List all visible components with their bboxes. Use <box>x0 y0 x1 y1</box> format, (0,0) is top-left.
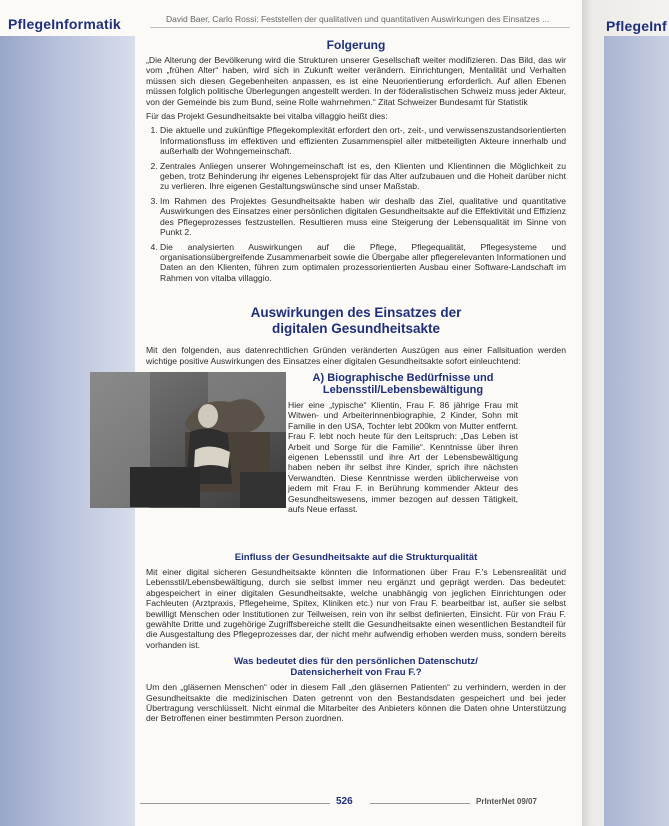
photo-illustration <box>90 372 286 508</box>
datenschutz-heading <box>146 656 566 678</box>
folgerung-heading: Folgerung <box>326 38 386 52</box>
datenschutz-heading-line2: Datensicherheit von Frau F.? <box>290 667 422 679</box>
facing-page-color-band <box>604 36 669 826</box>
auswirkungen-heading-line1: Auswirkungen des Einsatzes der <box>250 305 462 321</box>
header-rule <box>150 27 570 28</box>
folgerung-item-3: 3. Im Rahmen des Projektes Gesundheitsakte haben wir deshalb das Ziel, qualitative und quantitative Auswirkungen des Einsatzes einer persönlichen digitalen Gesundheitsakte auf die Effektivität und Effizienz des Pflegeprozesses festzustellen. Resultieren muss eine Steigerung der Lebensqualität im Sinne von Punkt 2. <box>160 196 566 238</box>
page-footer <box>140 796 570 810</box>
facing-page-logo: PflegeInf <box>606 18 667 34</box>
datenschutz-heading-line1: Was bedeutet dies für den persönlichen Datenschutz/ <box>234 656 478 668</box>
page-number: 526 <box>336 796 353 807</box>
folgerung-item-1: 1. Die aktuelle und zukünftige Pflegekomplexität erfordert den ort-, zeit-, und verwissenszustandsorientierten Informationsfluss im effektiven und effizienten Zusammenspiel aller mitbeteiligten Akteure innerhalb und außerhalb der Wohngemeinschaft. <box>160 125 566 156</box>
footer-rule-left <box>140 803 330 804</box>
folgerung-quote: „Die Alterung der Bevölkerung wird die Strukturen unserer Gesellschaft weiter modifizieren. Das Bild, das wir vom „frühen Alter“ haben, wird sich in Zukunft weiter verändern. Einrichtungen, Mentalität und Verhalten müssen sich diesen Gegebenheiten anpassen, es ist eine Neuorientierung erforderlich. Auf allen Ebenen müssen folglich politische Überlegungen angestellt werden. In der föderalistischen Schweiz muss jeder Akteur, von der Gemeinde bis zum Bund, seine Rolle wahrnehmen.“ Zitat Schweizer Bundesamt für Statistik <box>146 55 566 107</box>
datenschutz-text: Um den „gläsernen Menschen“ oder in diesem Fall „den gläsernen Patienten“ zu verhindern, werden in der Gesundheitsakte die medizinischen Daten getrennt von den Bestandsdaten gespeichert und bei jeder Übertragung verschlüsselt. Nicht einmal die Mitarbeiter des Anbieters können die Daten ohne Unterstützung der Betroffenen einer bestimmten Person zuordnen. <box>146 682 566 724</box>
journal-logo: PflegeInformatik <box>8 16 121 32</box>
footer-rule-right <box>370 803 470 804</box>
section-a-heading <box>288 372 518 397</box>
main-content <box>146 38 566 728</box>
elderly-woman-photo <box>90 372 286 508</box>
section-a-heading-line1: A) Biographische Bedürfnisse und <box>312 371 494 384</box>
section-a-block <box>146 372 566 546</box>
einfluss-heading: Einfluss der Gesundheitsakte auf die Strukturqualität <box>234 551 478 563</box>
section-a-text: Hier eine „typische“ Klientin, Frau F. 86 jährige Frau mit Witwen- und Arbeiterinnenbiographie, 2 Kinder, Sohn mit Familie in den USA, Tochter lebt 200km von Mutter entfernt. Frau F. lebt noch heute für den Leitspruch: „Das Leben ist Arbeit und Sorge für die Familie“. Kenntnisse über ihren eigenen Lebensstil und ihre Art der Lebensbewältigung haben neben ihr selbst ihre Kinder, sprich ihre nächsten Verwandten. Diese Kenntnisse werden üblicherweise von jedem mit Frau F. in Berührung kommender Akteur des Gesundheitswesens, immer bezogen auf dessen Tätigkeit, aufs Neue erfasst. <box>288 399 518 514</box>
facing-page <box>582 0 669 826</box>
folgerung-list <box>146 125 566 283</box>
folgerung-lead: Für das Projekt Gesundheitsakte bei vitalba villaggio heißt dies: <box>146 111 388 122</box>
folgerung-item-4: 4. Die analysierten Auswirkungen auf die Pflege, Pflegequalität, Pflegesysteme und organisationsübergreifende Zusammenarbeit sowie die Übergabe aller pflegerelevanten Informationen und Daten an den Klienten, führen zum optimalen prozessorientierten Ausbau einer Software-Landschaft im Rahmen von vitalba villaggio. <box>160 242 566 284</box>
auswirkungen-heading-line2: digitalen Gesundheitsakte <box>271 321 441 337</box>
section-a-heading-line2: Lebensstil/Lebensbewältigung <box>322 384 484 397</box>
einfluss-text: Mit einer digital sicheren Gesundheitsakte könnten die Informationen über Frau F.'s Lebensrealität und Lebensstil/Lebensbewältigung, durch sie selbst immer neu ergänzt und geprägt werden. Das bedeutet: abgespeichert in einer digitalen Gesundheitsakte, welche unabhängig von jeglichen Einrichtungen oder Fachleuten (Arztpraxis, Pflegeheime, Spitex, Kliniken etc.) nur von Frau F. bearbeitbar ist, außer sie selbst bewilligt Menschen oder Institutionen zur Teilweisen, rein von ihr selbst definierten, Einsicht. Für von Frau F. gewählte Dritte und zugehörige Zugriffsbereiche stellt die Gesundheitsakte einen wesentlichen Bestandteil für die Ausgestaltung des Pflegeprozesses dar, der nicht mehr aufwendig erhoben werden muss, sondern bereits vorhanden ist. <box>146 566 566 650</box>
running-head: David Baer, Carlo Rossi: Feststellen der qualitativen und quantitativen Auswirkungen des Einsatzes ... <box>166 14 550 24</box>
journal-issue: PrInterNet 09/07 <box>476 797 537 806</box>
section-a-text-column <box>288 372 518 518</box>
auswirkungen-intro: Mit den folgenden, aus datenrechtlichen Gründen veränderten Auszügen aus einer Fallsituation werden wichtige positive Auswirkungen des Einsatzes einer digitalen Gesundheitsakte sofort einleuchtend: <box>146 345 566 366</box>
auswirkungen-heading <box>146 305 566 337</box>
folgerung-item-2: 2. Zentrales Anliegen unserer Wohngemeinschaft ist es, den Klienten und Klientinnen die Möglichkeit zu geben, trotz Behinderung ihr eigenes Lebensprojekt für das Alter aufzubauen und die Hoheit darüber nicht zu verlieren. Ihre eigenen Gestaltungswünsche sind unser Maßstab. <box>160 161 566 192</box>
